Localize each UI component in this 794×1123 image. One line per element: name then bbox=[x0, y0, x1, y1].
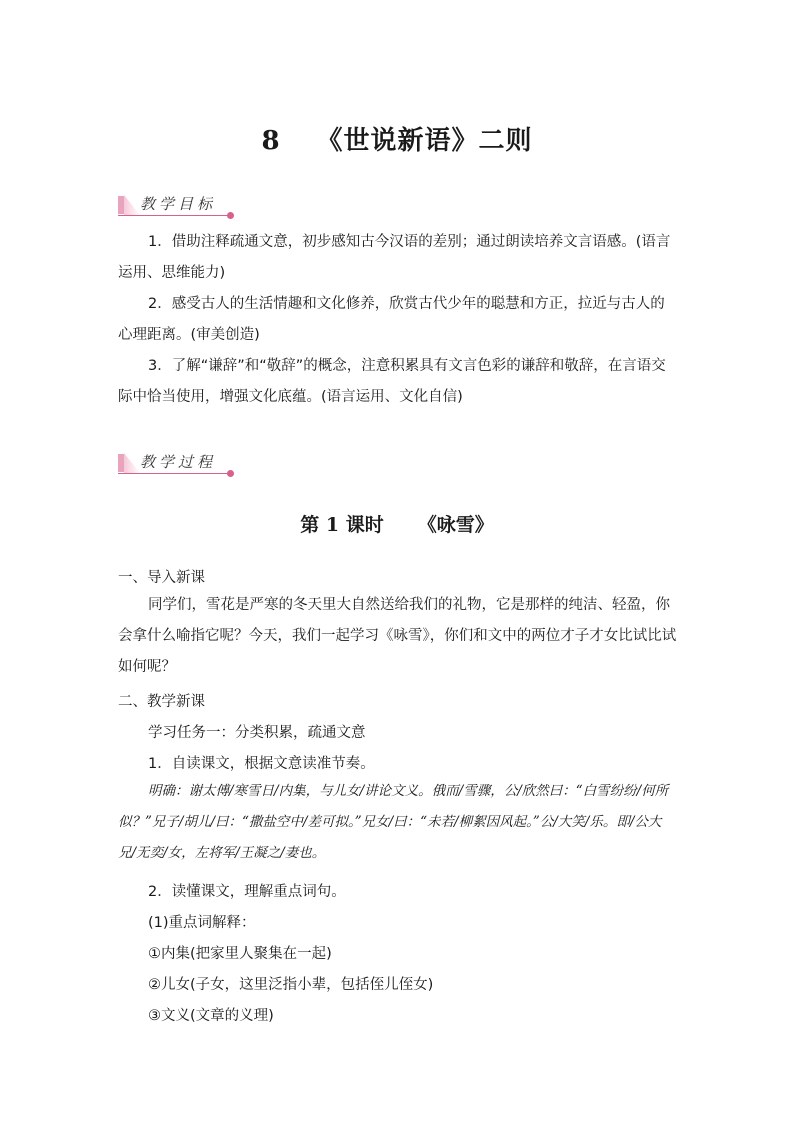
tag-underline bbox=[118, 215, 230, 216]
goal-item-2: 2．感受古人的生活情趣和文化修养，欣赏古代少年的聪慧和方正，拉近与古人的心理距离。(审美创造) bbox=[118, 296, 665, 343]
lesson-title-small: 《咏雪》 bbox=[417, 514, 494, 536]
word-item-1: ①内集(把家里人聚集在一起) bbox=[148, 946, 332, 962]
tag-underline bbox=[118, 473, 230, 474]
section-tag-goals bbox=[118, 192, 233, 218]
tag-bar-decoration bbox=[118, 196, 124, 214]
tag-wedge-decoration bbox=[124, 195, 140, 215]
word-item-2: ②儿女(子女，这里泛指小辈，包括侄儿侄女) bbox=[148, 977, 434, 993]
part2-heading: 二、教学新课 bbox=[118, 694, 205, 710]
goal-item-1: 1．借助注释疏通文意，初步感知古今汉语的差别；通过朗读培养文言语感。(语言运用、思维能力) bbox=[118, 234, 671, 281]
lesson-heading bbox=[0, 510, 794, 537]
lesson-number: 8 bbox=[261, 126, 281, 156]
step2-text: 2．读懂课文，理解重点词句。 bbox=[148, 884, 346, 900]
lesson-title: 《世说新语》二则 bbox=[316, 126, 533, 156]
answer-text: 明确：谢太傅/寒雪日/内集，与儿女/讲论文义。俄而/雪骤，公/欣然曰：“白雪纷纷/何所似？”兄子/胡儿/曰：“撒盐空中/差可拟。”兄女/曰：“未若/柳絮因风起。”公/大笑/乐。即/公大兄/无奕/女，左将军/王凝之/妻也。 bbox=[118, 783, 669, 861]
sub-heading: (1)重点词解释： bbox=[148, 915, 256, 931]
step1-text: 1．自读课文，根据文意读准节奏。 bbox=[148, 756, 375, 772]
tag-wedge-decoration bbox=[124, 453, 140, 473]
tag-dot-decoration bbox=[227, 470, 234, 477]
part1-heading: 一、导入新课 bbox=[118, 570, 205, 586]
section-label-process: 教学过程 bbox=[140, 453, 217, 471]
section-label-goals: 教学目标 bbox=[140, 195, 217, 213]
lesson-period: 第 1 课时 bbox=[300, 514, 384, 536]
tag-dot-decoration bbox=[227, 212, 234, 219]
tag-bar-decoration bbox=[118, 454, 124, 472]
part1-text: 同学们，雪花是严寒的冬天里大自然送给我们的礼物，它是那样的纯洁、轻盈，你会拿什么喻指它呢？今天，我们一起学习《咏雪》，你们和文中的两位才子才女比试比试如何呢？ bbox=[118, 597, 677, 675]
page-title bbox=[0, 120, 794, 157]
section-tag-process bbox=[118, 450, 233, 476]
task1-heading: 学习任务一：分类积累，疏通文意 bbox=[148, 725, 366, 741]
word-item-3: ③文义(文章的义理) bbox=[148, 1008, 274, 1024]
goal-item-3: 3．了解“谦辞”和“敬辞”的概念，注意积累具有文言色彩的谦辞和敬辞，在言语交际中恰当使用，增强文化底蕴。(语言运用、文化自信) bbox=[118, 358, 666, 405]
